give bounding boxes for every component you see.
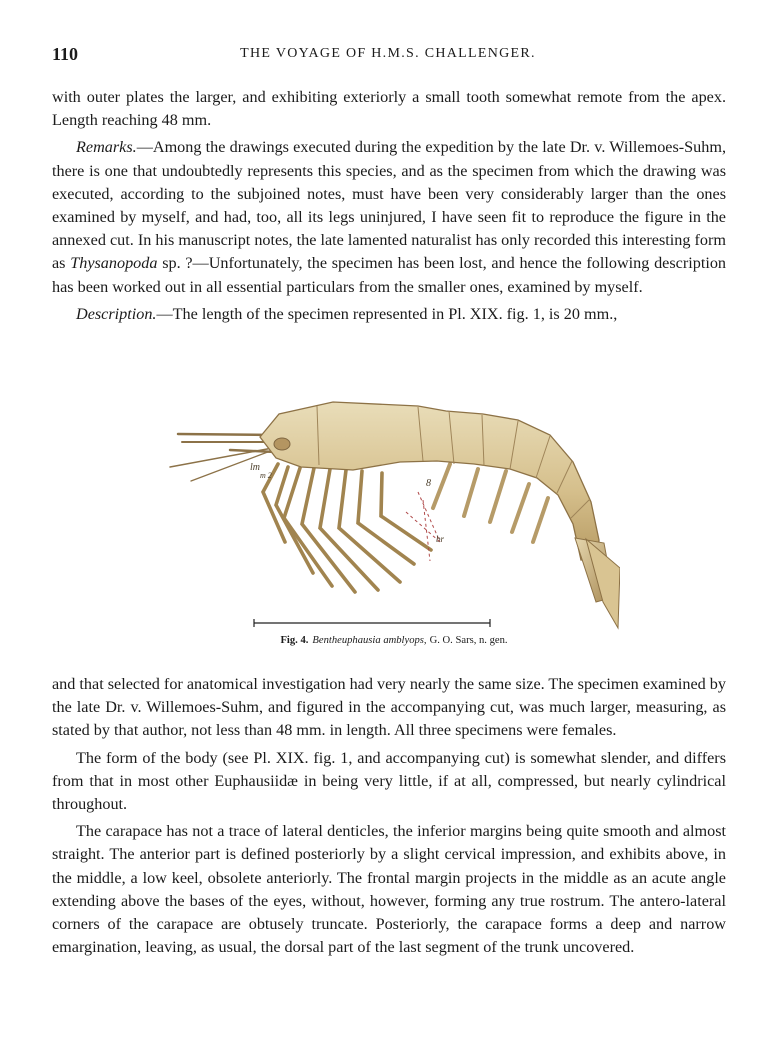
paragraph-carapace: The carapace has not a trace of lateral denticles, the inferior margins being quite smooth and almost straight. The anterior part is defined posteriorly by a slight cervical impression, and exhibits above, in the middle, a low keel, obsolete anteriorly. The frontal margin projects in the middle as an acute angle extending above the bases of the eyes, without, however, forming any true rostrum. The antero-lateral corners of the carapace are obtusely truncate. Posteriorly, the carapace forms a deep and narrow emargination, leaving, as usual, the dorsal part of the last segment of the trunk uncovered. <box>52 822 726 957</box>
shrimp-illustration <box>168 392 620 656</box>
remarks-label: Remarks. <box>76 138 137 157</box>
caption-authority: G. O. Sars, n. gen. <box>429 635 508 646</box>
caption-taxon-name: Bentheuphausia amblyops, <box>312 635 427 646</box>
remarks-paragraph <box>52 136 726 298</box>
scale-bar <box>254 619 490 627</box>
remarks-text-part-1: —Among the drawings executed during the expedition by the late Dr. v. Willemoes-Suhm, there is one that undoubtedly represents this species, and as the specimen from which the drawing was executed, according to the subjoined notes, must have been very considerably larger than the ones examined by myself, and had, too, all its legs uninjured, I have seen fit to reproduce the figure in the annexed cut. In his manuscript notes, the late lamented naturalist has only recorded this interesting form as <box>52 138 726 273</box>
description-label: Description. <box>76 304 157 323</box>
figure-label-lm: lm <box>250 462 260 473</box>
upper-text-block <box>52 86 726 326</box>
page-number: 110 <box>52 44 79 64</box>
figure-label-8: 8 <box>426 478 431 489</box>
figure-bentheuphausia-amblyops <box>168 392 620 656</box>
figure-caption <box>168 634 620 648</box>
remarks-text-part-2: sp. ?—Unfortunately, the specimen has been lost, and hence the following description has been worked out in all essential particulars from the smaller ones, examined by myself. <box>52 254 727 296</box>
page-header <box>52 44 724 66</box>
lower-text-block <box>52 673 726 959</box>
paragraph-length-continuation: with outer plates the larger, and exhibiting exteriorly a small tooth somewhat remote from the apex. Length reaching 48 mm. <box>52 88 726 130</box>
genus-name-thysanopoda: Thysanopoda <box>70 254 158 273</box>
paragraph-specimen-size: and that selected for anatomical investigation had very nearly the same size. The specimen examined by the late Dr. v. Willemoes-Suhm, and figured in the accompanying cut, was much larger, measuring, as stated by that author, not less than 48 mm. in length. All three specimens were females. <box>52 675 726 740</box>
thoracic-legs <box>263 464 431 592</box>
running-head: THE VOYAGE OF H.M.S. CHALLENGER. <box>240 46 536 61</box>
shrimp-body <box>260 402 620 628</box>
description-paragraph <box>52 303 726 326</box>
caption-figure-number: Fig. 4. <box>280 635 309 646</box>
description-text: —The length of the specimen represented in Pl. XIX. fig. 1, is 20 mm., <box>156 304 618 323</box>
figure-label-m2: m 2 <box>260 471 272 480</box>
figure-label-br: br <box>436 534 445 544</box>
paragraph-body-form: The form of the body (see Pl. XIX. fig. 1, and accompanying cut) is somewhat slender, and differs from that in most other Euphausiidæ in being very little, if at all, compressed, but nearly cylindrical throughout. <box>52 748 726 814</box>
